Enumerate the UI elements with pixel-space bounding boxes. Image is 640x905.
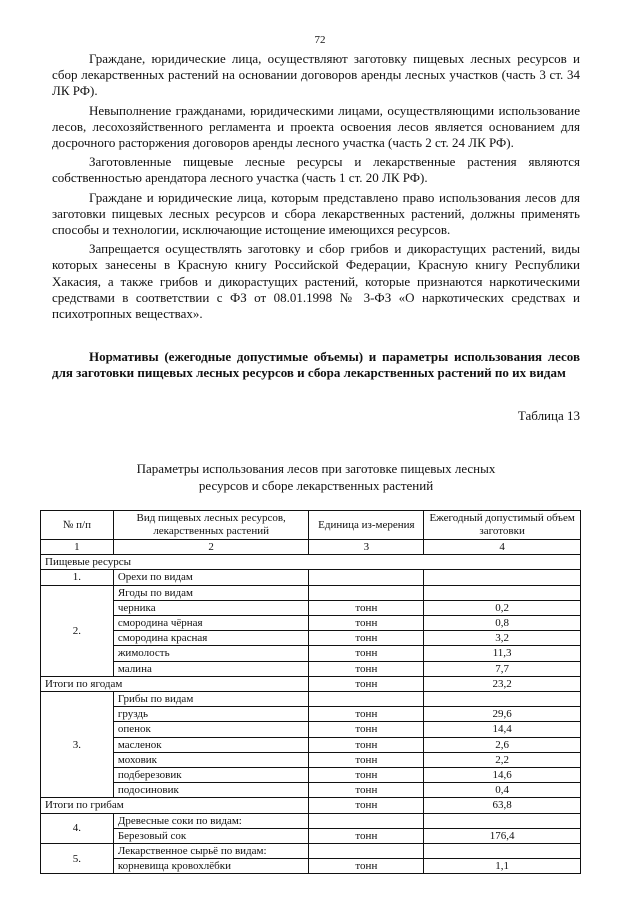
row-number: 1. (41, 570, 114, 585)
header-cell: Вид пищевых лесных ресурсов, лекарственных растений (113, 511, 309, 540)
table-row (41, 783, 581, 798)
resource-name: черника (113, 600, 309, 615)
empty-cell (424, 570, 581, 585)
header-cell: № п/п (41, 511, 114, 540)
value-cell: 1,1 (424, 859, 581, 874)
section-row (41, 555, 581, 570)
table-row (41, 646, 581, 661)
table-row (41, 859, 581, 874)
empty-cell (309, 813, 424, 828)
value-cell: 7,7 (424, 661, 581, 676)
resource-name: жимолость (113, 646, 309, 661)
table-row (41, 600, 581, 615)
value-cell: 11,3 (424, 646, 581, 661)
resources-table (40, 510, 581, 874)
table-row (41, 585, 581, 600)
header-cell: Единица из-мерения (309, 511, 424, 540)
table-row (41, 616, 581, 631)
value-cell: 0,2 (424, 600, 581, 615)
table-caption (52, 460, 580, 494)
group-title: Грибы по видам (113, 692, 309, 707)
value-cell: 63,8 (424, 798, 581, 813)
resource-name: Березовый сок (113, 828, 309, 843)
unit-cell: тонн (309, 859, 424, 874)
paragraph-1: Граждане, юридические лица, осуществляют заготовку пищевых лесных ресурсов и сбор лекарственных растений на основании договоров аренды лесных участков (часть 3 ст. 34 ЛК РФ). (52, 51, 580, 99)
resource-name: моховик (113, 752, 309, 767)
table-row (41, 828, 581, 843)
resource-name: малина (113, 661, 309, 676)
value-cell: 0,4 (424, 783, 581, 798)
unit-cell: тонн (309, 676, 424, 691)
row-number: 2. (41, 585, 114, 676)
total-label: Итоги по ягодам (41, 676, 309, 691)
table-caption-line-1: Параметры использования лесов при заготовке пищевых лесных (136, 461, 496, 476)
value-cell: 23,2 (424, 676, 581, 691)
header-cell: Ежегодный допустимый объем заготовки (424, 511, 581, 540)
section-label: Пищевые ресурсы (41, 555, 581, 570)
unit-cell: тонн (309, 722, 424, 737)
column-number: 3 (309, 540, 424, 555)
table-row (41, 692, 581, 707)
group-title: Лекарственное сырьё по видам: (113, 844, 309, 859)
table-row (41, 722, 581, 737)
resource-name: корневища кровохлёбки (113, 859, 309, 874)
unit-cell: тонн (309, 616, 424, 631)
column-number: 2 (113, 540, 309, 555)
value-cell: 176,4 (424, 828, 581, 843)
column-number-row (41, 540, 581, 555)
value-cell: 2,6 (424, 737, 581, 752)
paragraph-5: Запрещается осуществлять заготовку и сбор грибов и дикорастущих растений, виды которых занесены в Красную книгу Российской Федерации, Красную книгу Республики Хакасия, а также грибов и дикорастущих растений, которые признаются наркотическими средствами в соответствии с ФЗ от 08.01.1998 № 3-ФЗ «О наркотических средствах и психотропных веществах». (52, 241, 580, 322)
paragraph-4: Граждане и юридические лица, которым представлено право использования лесов для заготовки пищевых лесных ресурсов и сбора лекарственных растений, должны применять способы и технологии, исключающие истощение имеющихся ресурсов. (52, 189, 580, 238)
empty-cell (309, 570, 424, 585)
unit-cell: тонн (309, 768, 424, 783)
page-number: 72 (314, 34, 326, 46)
table-label: Таблица 13 (517, 408, 580, 423)
unit-cell: тонн (309, 737, 424, 752)
paragraph-2: Невыполнение гражданами, юридическими лицами, осуществляющими использование лесов, лесохозяйственного регламента и проекта освоения лесов является основанием для досрочного расторжения договоров аренды лесного участка (часть 2 ст. 24 ЛК РФ). (52, 102, 580, 151)
total-row (41, 676, 581, 691)
table-header-row (41, 511, 581, 540)
unit-cell: тонн (309, 752, 424, 767)
group-title: Ягоды по видам (113, 585, 309, 600)
total-row (41, 798, 581, 813)
unit-cell: тонн (309, 707, 424, 722)
empty-cell (424, 813, 581, 828)
unit-cell: тонн (309, 646, 424, 661)
table-row (41, 631, 581, 646)
table-caption-line-2: ресурсов и сборе лекарственных растений (198, 478, 434, 493)
group-title: Древесные соки по видам: (113, 813, 309, 828)
row-number: 3. (41, 692, 114, 798)
empty-cell (424, 844, 581, 859)
empty-cell (309, 844, 424, 859)
value-cell: 14,6 (424, 768, 581, 783)
table-row (41, 707, 581, 722)
empty-cell (309, 692, 424, 707)
table-row (41, 752, 581, 767)
resource-name: подберезовик (113, 768, 309, 783)
column-number: 4 (424, 540, 581, 555)
row-number: 5. (41, 844, 114, 874)
resource-name: смородина красная (113, 631, 309, 646)
empty-cell (309, 585, 424, 600)
section-heading: Нормативы (ежегодные допустимые объемы) и параметры использования лесов для заготовки пищевых лесных ресурсов и сбора лекарственных растений по их видам (52, 349, 580, 381)
table-row (41, 768, 581, 783)
unit-cell: тонн (309, 631, 424, 646)
value-cell: 2,2 (424, 752, 581, 767)
resource-name: подосиновик (113, 783, 309, 798)
empty-cell (424, 692, 581, 707)
total-label: Итоги по грибам (41, 798, 309, 813)
value-cell: 0,8 (424, 616, 581, 631)
unit-cell: тонн (309, 600, 424, 615)
table-row (41, 813, 581, 828)
unit-cell: тонн (309, 798, 424, 813)
row-number: 4. (41, 813, 114, 843)
resource-name: опенок (113, 722, 309, 737)
resource-name: Орехи по видам (113, 570, 309, 585)
paragraph-3: Заготовленные пищевые лесные ресурсы и лекарственные растения являются собственностью арендатора лесного участка (часть 1 ст. 20 ЛК РФ). (52, 154, 580, 186)
value-cell: 29,6 (424, 707, 581, 722)
unit-cell: тонн (309, 828, 424, 843)
body-text (52, 51, 580, 325)
unit-cell: тонн (309, 783, 424, 798)
resource-name: груздь (113, 707, 309, 722)
table-row (41, 737, 581, 752)
table-row (41, 661, 581, 676)
resource-name: смородина чёрная (113, 616, 309, 631)
empty-cell (424, 585, 581, 600)
value-cell: 14,4 (424, 722, 581, 737)
value-cell: 3,2 (424, 631, 581, 646)
column-number: 1 (41, 540, 114, 555)
unit-cell: тонн (309, 661, 424, 676)
resource-name: масленок (113, 737, 309, 752)
table-row (41, 570, 581, 585)
table-row (41, 844, 581, 859)
